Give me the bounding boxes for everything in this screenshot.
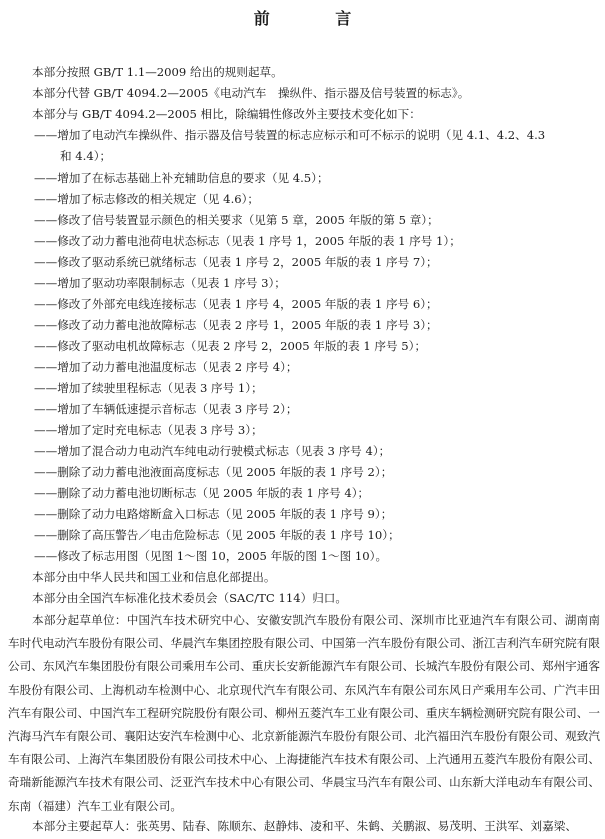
change-item: ——增加了混合动力电动汽车纯电动行驶模式标志（见表 3 序号 4）； xyxy=(34,444,391,458)
change-item: ——删除了高压警告／电击危险标志（见 2005 年版的表 1 序号 10）； xyxy=(34,528,400,542)
change-item: ——增加了电动汽车操纵件、指示器及信号装置的标志应标示和可不标示的说明（见 4.1、4.2、4.3 xyxy=(34,128,546,142)
change-item: ——修改了动力蓄电池故障标志（见表 2 序号 1，2005 年版的表 1 序号 3）； xyxy=(34,318,438,332)
change-item-continuation: 和 4.4）； xyxy=(60,149,112,163)
change-item: ——删除了动力蓄电池切断标志（见 2005 年版的表 1 序号 4）； xyxy=(34,486,370,500)
proposed-by-line: 本部分由中华人民共和国工业和信息化部提出。 xyxy=(32,570,276,584)
page-title: 前 言 xyxy=(253,9,382,28)
change-item: ——增加了车辆低速提示音标志（见表 3 序号 2）； xyxy=(34,402,298,416)
change-item: ——增加了在标志基础上补充辅助信息的要求（见 4.5）； xyxy=(34,171,329,185)
managed-by-line: 本部分由全国汽车标准化技术委员会（SAC/TC 114）归口。 xyxy=(32,591,347,605)
change-item: ——修改了外部充电线连接标志（见表 1 序号 4，2005 年版的表 1 序号 6）； xyxy=(34,297,438,311)
changes-intro-line: 本部分与 GB/T 4094.2—2005 相比，除编辑性修改外主要技术变化如下： xyxy=(32,107,421,121)
change-item: ——修改了驱动电机故障标志（见表 2 序号 2，2005 年版的表 1 序号 5）； xyxy=(34,339,427,353)
drafters-line: 本部分主要起草人：张英男、陆春、陈顺东、赵静炜、凌和平、朱鹤、关鹏淑、易茂明、王洪军、刘嘉梁、 xyxy=(32,819,577,833)
change-item: ——增加了定时充电标志（见表 3 序号 3）； xyxy=(34,423,263,437)
replacement-line: 本部分代替 GB/T 4094.2—2005《电动汽车 操纵件、指示器及信号装置的标志》。 xyxy=(32,86,470,100)
change-item: ——删除了动力电路熔断盒入口标志（见 2005 年版的表 1 序号 9）； xyxy=(34,507,393,521)
change-item: ——修改了动力蓄电池荷电状态标志（见表 1 序号 1，2005 年版的表 1 序号 1）； xyxy=(34,234,461,248)
change-item: ——增加了驱动功率限制标志（见表 1 序号 3）； xyxy=(34,276,286,290)
change-item: ——修改了驱动系统已就绪标志（见表 1 序号 2，2005 年版的表 1 序号 7）； xyxy=(34,255,438,269)
change-item: ——增加了动力蓄电池温度标志（见表 2 序号 4）； xyxy=(34,360,298,374)
change-item: ——修改了信号装置显示颜色的相关要求（见第 5 章，2005 年版的第 5 章）； xyxy=(34,213,439,227)
drafting-rule-line: 本部分按照 GB/T 1.1—2009 给出的规则起草。 xyxy=(32,65,283,79)
change-item: ——增加了续驶里程标志（见表 3 序号 1）； xyxy=(34,381,263,395)
drafting-units-paragraph: 本部分起草单位：中国汽车技术研究中心、安徽安凯汽车股份有限公司、深圳市比亚迪汽车有限公司、湖南南车时代电动汽车股份有限公司、华晨汽车集团控股有限公司、中国第一汽车股份有限公司、浙江吉利汽车研究院有限公司、东风汽车集团股份有限公司乘用车公司、重庆长安新能源汽车有限公司、长城汽车股份有限公司、郑州宇通客车股份有限公司、上海机动车检测中心、北京现代汽车有限公司、东风汽车有限公司东风日产乘用车公司、广汽丰田汽车有限公司、中国汽车工程研究院股份有限公司、柳州五菱汽车工业有限公司、重庆车辆检测研究院有限公司、一汽海马汽车有限公司、襄阳达安汽车检测中心、北京新能源汽车股份有限公司、北汽福田汽车股份有限公司、观致汽车有限公司、上海汽车集团股份有限公司技术中心、上海捷能汽车技术有限公司、上汽通用五菱汽车股份有限公司、奇瑞新能源汽车技术有限公司、泛亚汽车技术中心有限公司、华晨宝马汽车有限公司、山东新大洋电动车有限公司、东南（福建）汽车工业有限公司。 xyxy=(8,613,600,813)
change-item: ——修改了标志用图（见图 1～图 10，2005 年版的图 1～图 10）。 xyxy=(34,549,388,563)
change-item: ——删除了动力蓄电池液面高度标志（见 2005 年版的表 1 序号 2）； xyxy=(34,465,393,479)
change-item: ——增加了标志修改的相关规定（见 4.6）； xyxy=(34,192,260,206)
